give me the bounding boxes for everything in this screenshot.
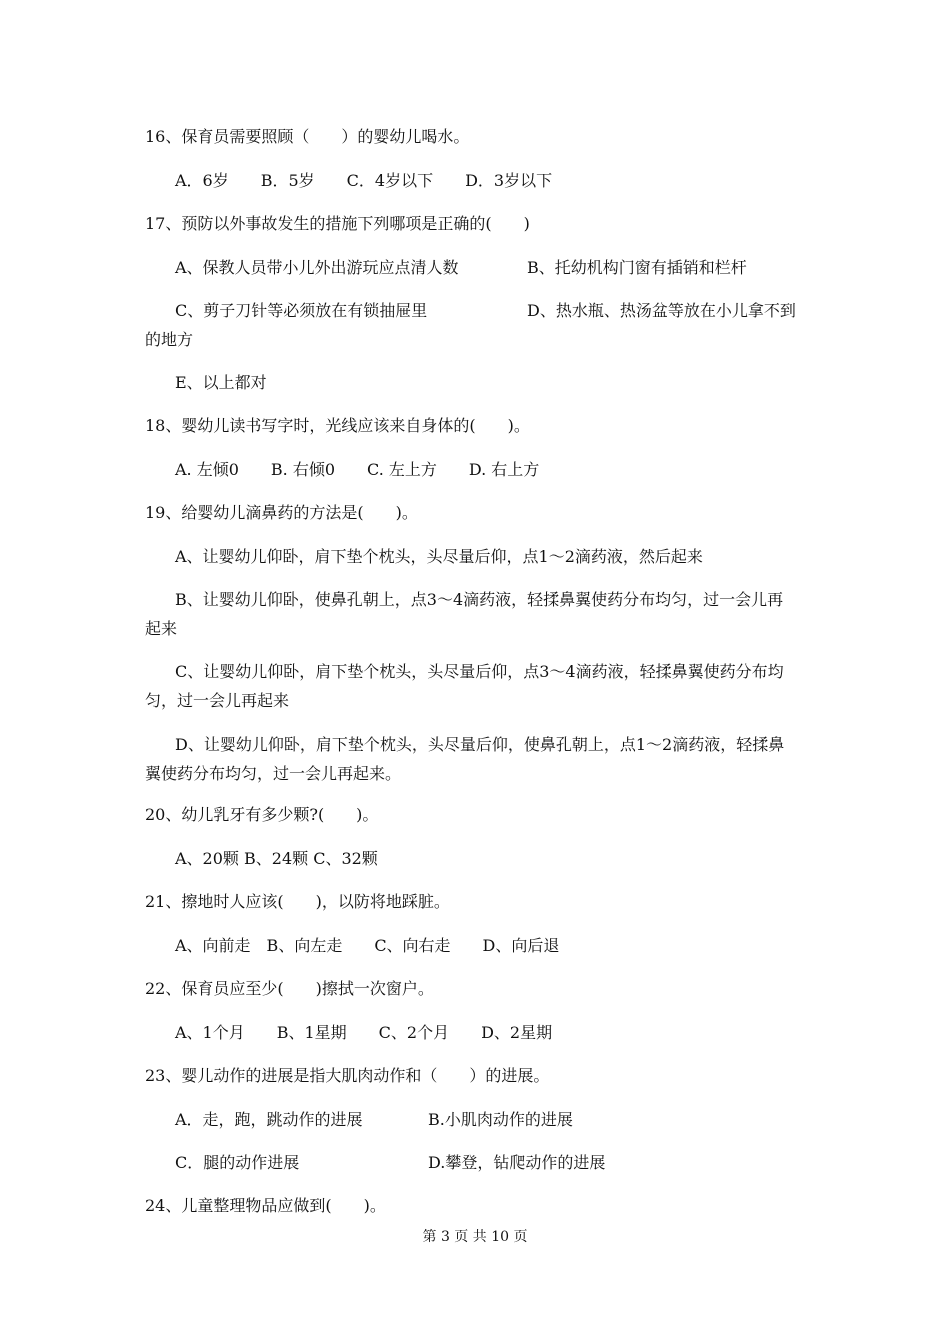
question-24: 24、儿童整理物品应做到( )。 [145, 1196, 386, 1215]
question-17-option-e: E、以上都对 [175, 373, 267, 392]
page-footer: 第 3 页 共 10 页 [422, 1229, 528, 1245]
question-23-option-d: D.攀登，钻爬动作的进展 [428, 1153, 606, 1172]
question-16: 16、保育员需要照顾（ ）的婴幼儿喝水。 [145, 127, 470, 146]
question-17-option-c: C、剪子刀针等必须放在有锁抽屉里 [175, 301, 428, 320]
question-21-options: A、向前走 B、向左走 C、向右走 D、向后退 [175, 936, 560, 955]
question-23: 23、婴儿动作的进展是指大肌肉动作和（ ）的进展。 [145, 1066, 550, 1085]
question-19: 19、给婴幼儿滴鼻药的方法是( )。 [145, 503, 418, 522]
question-19-option-b-cont: 起来 [145, 619, 178, 638]
question-16-options: A．6岁 B．5岁 C．4岁以下 D．3岁以下 [175, 171, 553, 190]
question-19-option-d: D、让婴幼儿仰卧，肩下垫个枕头，头尽量后仰，使鼻孔朝上，点1～2滴药液，轻揉鼻 [175, 735, 785, 754]
question-17: 17、预防以外事故发生的措施下列哪项是正确的( ) [145, 214, 530, 233]
question-23-option-b: B.小肌肉动作的进展 [428, 1110, 573, 1129]
question-19-option-c: C、让婴幼儿仰卧，肩下垫个枕头，头尽量后仰，点3～4滴药液，轻揉鼻翼使药分布均 [175, 662, 784, 681]
question-23-option-a: A．走，跑，跳动作的进展 [175, 1110, 363, 1129]
question-22: 22、保育员应至少( )擦拭一次窗户。 [145, 979, 434, 998]
question-23-option-c: C．腿的动作进展 [175, 1153, 300, 1172]
question-22-options: A、1个月 B、1星期 C、2个月 D、2星期 [175, 1023, 553, 1042]
question-19-option-a: A、让婴幼儿仰卧，肩下垫个枕头，头尽量后仰，点1～2滴药液，然后起来 [175, 547, 703, 566]
question-20: 20、幼儿乳牙有多少颗?( )。 [145, 805, 379, 824]
question-19-option-c-cont: 匀，过一会儿再起来 [145, 691, 290, 710]
question-18-options: A. 左倾0 B. 右倾0 C. 左上方 D. 右上方 [175, 460, 540, 479]
question-19-option-d-cont: 翼使药分布均匀，过一会儿再起来。 [145, 764, 402, 783]
question-21: 21、擦地时人应该( )，以防将地踩脏。 [145, 892, 450, 911]
question-17-option-d-cont: 的地方 [145, 330, 194, 349]
question-19-option-b: B、让婴幼儿仰卧，使鼻孔朝上，点3～4滴药液，轻揉鼻翼使药分布均匀，过一会儿再 [175, 590, 784, 609]
question-20-options: A、20颗 B、24颗 C、32颗 [175, 849, 378, 868]
question-17-option-a: A、保教人员带小儿外出游玩应点清人数 [175, 258, 459, 277]
question-18: 18、婴幼儿读书写字时，光线应该来自身体的( )。 [145, 416, 530, 435]
question-17-option-b: B、托幼机构门窗有插销和栏杆 [527, 258, 747, 277]
question-17-option-d: D、热水瓶、热汤盆等放在小儿拿不到 [527, 301, 796, 320]
